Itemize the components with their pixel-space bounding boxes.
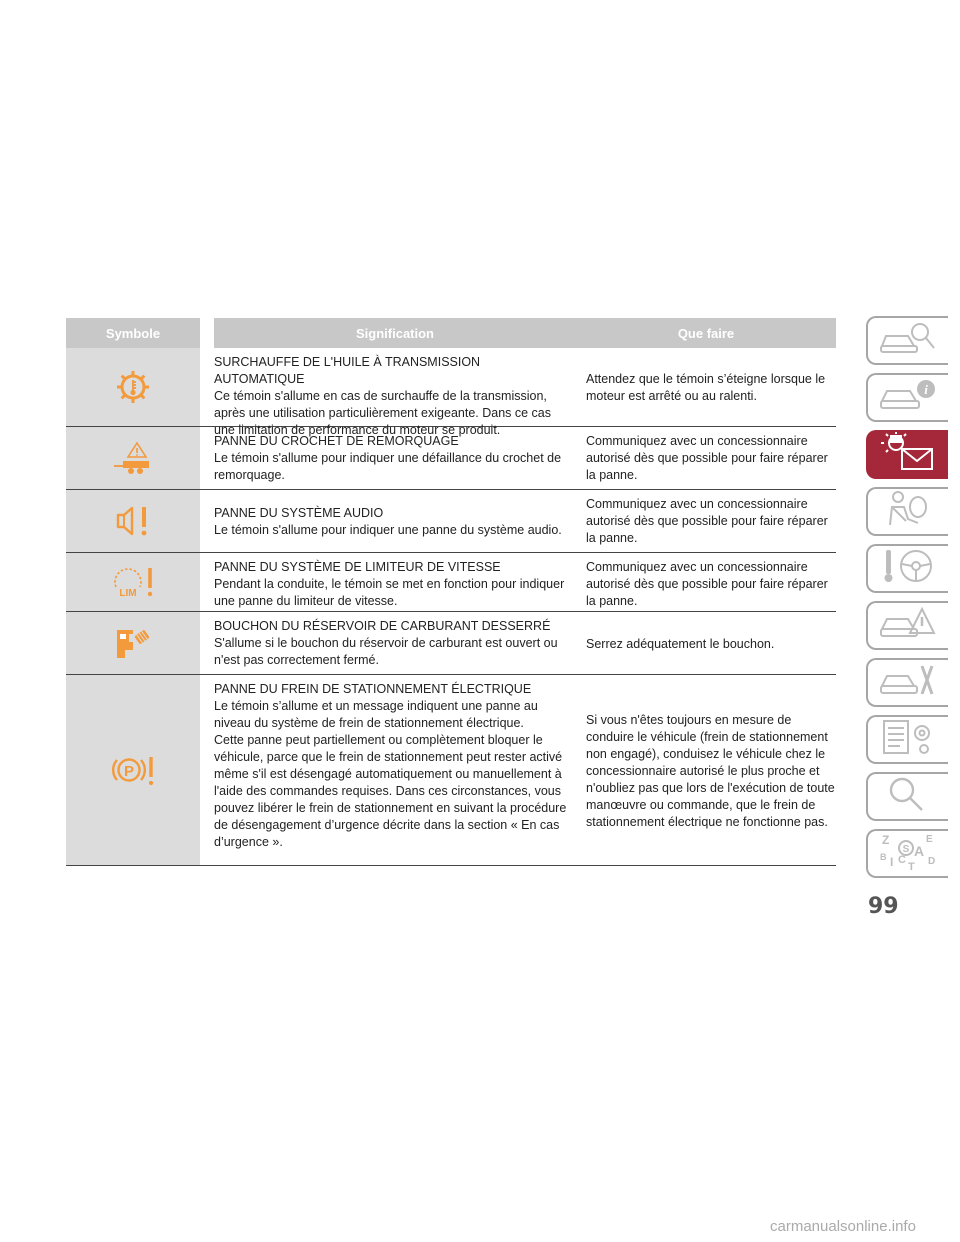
speed-limiter-fault-icon <box>110 563 156 601</box>
header-symbol: Symbole <box>105 325 161 341</box>
tab-specifications[interactable] <box>866 715 948 764</box>
meaning-cell <box>200 427 576 489</box>
warning-title: SURCHAUFFE DE L'HUILE À TRANSMISSION AUTOMATIQUE <box>214 355 481 386</box>
warning-title: PANNE DU SYSTÈME DE LIMITEUR DE VITESSE <box>214 560 501 574</box>
table-row <box>66 490 836 553</box>
table-header <box>66 318 836 348</box>
meaning-cell <box>200 675 576 865</box>
audio-system-fault-icon <box>113 503 153 539</box>
warning-description: Le témoin s'allume pour indiquer une défaillance du crochet de remorquage. <box>214 451 562 482</box>
specifications-gear-icon <box>878 717 938 762</box>
table-row <box>66 612 836 675</box>
meaning-cell <box>200 612 576 674</box>
transmission-oil-temp-icon <box>115 369 151 405</box>
svg-text:D: D <box>928 856 936 867</box>
tab-car-search[interactable] <box>866 316 948 365</box>
action-cell: Communiquez avec un concessionnaire autorisé dès que possible pour faire réparer la panne. <box>586 434 828 482</box>
car-service-tools-icon <box>878 660 938 705</box>
table-row <box>66 348 836 437</box>
svg-text:S: S <box>902 844 910 855</box>
warning-description: S'allume si le bouchon du réservoir de carburant est ouvert ou n'est pas correctement fermé. <box>214 636 558 667</box>
symbol-cell <box>66 553 200 611</box>
airbag-seatbelt-icon <box>878 489 938 534</box>
symbol-cell <box>66 490 200 552</box>
action-cell: Communiquez avec un concessionnaire autorisé dès que possible pour faire réparer la panne. <box>586 560 828 608</box>
svg-text:B: B <box>880 852 887 862</box>
table-row <box>66 427 836 490</box>
car-info-icon <box>878 375 938 420</box>
table-row <box>66 675 836 866</box>
action-cell: Serrez adéquatement le bouchon. <box>586 636 775 651</box>
tab-safety[interactable] <box>866 487 948 536</box>
svg-text:I: I <box>890 855 894 869</box>
warning-title: BOUCHON DU RÉSERVOIR DE CARBURANT DESSERRÉ <box>214 619 551 633</box>
symbol-cell <box>66 675 200 865</box>
electric-parking-brake-fault-icon <box>110 751 156 789</box>
header-meaning: Signification <box>200 318 576 348</box>
svg-text:LIM: LIM <box>119 588 137 599</box>
loose-fuel-cap-icon <box>113 624 153 662</box>
header-action: Que faire <box>677 325 735 341</box>
warning-description: Le témoin s’allume et un message indiquent une panne au niveau du système de frein de stationnement électrique. Cette panne peut partiellement ou complètement bloquer le véhicule, parce que le frein de stationnement peut rester activé même s'il est désengagé automatiquement ou manuellement à l'aide des commandes requises. Dans ces circonstances, vous pouvez libérer le frein de stationnement en suivant la procédure de désengagement d’urgence décrite dans la section « En cas d’urgence ». <box>214 699 567 849</box>
warning-lights-table <box>66 318 836 866</box>
warning-title: PANNE DU FREIN DE STATIONNEMENT ÉLECTRIQUE <box>214 682 532 696</box>
meaning-cell <box>200 553 576 611</box>
index-search-icon <box>878 774 938 819</box>
watermark: carmanualsonline.info <box>770 1218 916 1235</box>
chapter-navigation <box>866 316 948 886</box>
action-cell: Communiquez avec un concessionnaire autorisé dès que possible pour faire réparer la panne. <box>586 497 828 545</box>
warning-description: Pendant la conduite, le témoin se met en fonction pour indiquer une panne du limiteur de vitesse. <box>214 577 565 608</box>
car-search-icon <box>878 318 938 363</box>
svg-text:Z: Z <box>882 833 890 847</box>
svg-text:C: C <box>898 854 906 866</box>
action-cell: Si vous n'êtes toujours en mesure de conduire le véhicule (frein de stationnement non engagé), conduisez le véhicule chez le concessionnaire autorisé le plus proche et n'oubliez pas que lors de l'exécution de toute manœuvre ou commande, que le frein de stationnement électrique ne fonctionne pas. <box>586 712 835 829</box>
tab-emergency[interactable] <box>866 601 948 650</box>
symbol-cell <box>66 348 200 426</box>
meaning-cell <box>200 348 576 437</box>
svg-text:i: i <box>924 382 928 397</box>
svg-text:P: P <box>123 763 135 780</box>
trailer-hitch-warning-icon <box>111 440 155 476</box>
action-cell: Attendez que le témoin s’éteigne lorsque le moteur est arrêté ou au ralenti. <box>586 372 826 403</box>
table-row <box>66 553 836 612</box>
svg-text:E: E <box>926 834 933 845</box>
alphabetical-index-icon <box>878 830 938 877</box>
page-number: 99 <box>868 894 899 919</box>
tab-starting-driving[interactable] <box>866 544 948 593</box>
warning-title: PANNE DU CROCHET DE REMORQUAGE <box>214 434 459 448</box>
tab-warning-lights[interactable] <box>866 430 948 479</box>
car-breakdown-icon <box>878 603 938 648</box>
tab-car-info[interactable] <box>866 373 948 422</box>
warning-description: Ce témoin s'allume en cas de surchauffe de la transmission, après une utilisation particulièrement exigeante. Dans ce cas une limitation de performance du moteur se produit. <box>214 389 551 437</box>
symbol-cell <box>66 612 200 674</box>
tab-multimedia-search[interactable] <box>866 772 948 821</box>
svg-text:A: A <box>914 843 925 859</box>
steering-wheel-key-icon <box>878 546 938 591</box>
tab-index[interactable] <box>866 829 948 878</box>
svg-text:T: T <box>908 861 915 872</box>
meaning-cell <box>200 490 576 552</box>
symbol-cell <box>66 427 200 489</box>
warning-light-message-icon <box>876 431 940 478</box>
warning-description: Le témoin s'allume pour indiquer une panne du système audio. <box>214 523 562 537</box>
warning-title: PANNE DU SYSTÈME AUDIO <box>214 506 384 520</box>
tab-servicing[interactable] <box>866 658 948 707</box>
